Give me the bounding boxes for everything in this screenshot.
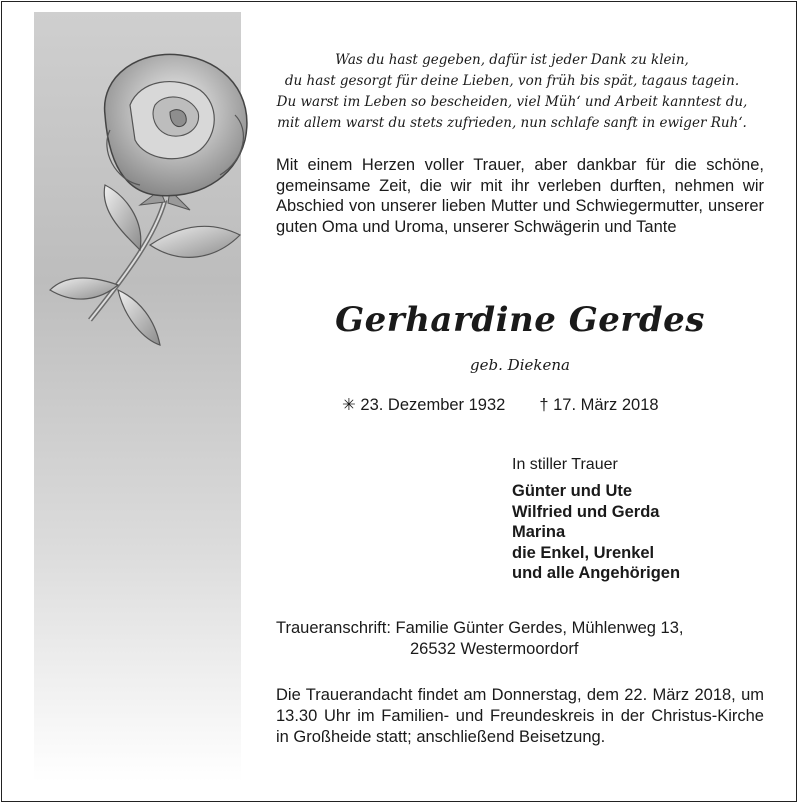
- mourning-heading: In stiller Trauer: [512, 456, 618, 473]
- deceased-name: Gerhardine Gerdes: [335, 300, 705, 340]
- service-info: Die Trauerandacht findet am Donnerstag, dem 22. März 2018, um 13.30 Uhr im Familien- und Freundeskreis in der Christus-Kirche in Großheide statt; anschließend Beisetzung.: [276, 686, 764, 746]
- mourner: Günter und Ute: [512, 482, 633, 500]
- poem-line: mit allem warst du stets zufrieden, nun schlafe sanft in ewiger Ruh‘.: [277, 115, 747, 131]
- poem-line: du hast gesorgt für deine Lieben, von früh bis spät, tagaus tagein.: [284, 73, 740, 89]
- mourner: Marina: [512, 523, 566, 541]
- maiden-name: geb. Diekena: [470, 356, 570, 374]
- mourner: die Enkel, Urenkel: [512, 543, 655, 562]
- poem: [262, 50, 762, 134]
- birth-date: ✳ 23. Dezember 1932: [342, 396, 506, 414]
- mourners-list: [512, 481, 680, 584]
- mourner: und alle Angehörigen: [512, 564, 681, 582]
- poem-line: Du warst im Leben so bescheiden, viel Müh‘ und Arbeit kanntest du,: [276, 94, 748, 110]
- mourning-address: [276, 618, 683, 660]
- address-line: Traueranschrift: Familie Günter Gerdes, Mühlenweg 13,: [276, 619, 684, 637]
- intro-text: Mit einem Herzen voller Trauer, aber dankbar für die schöne, gemeinsame Zeit, die wir mit ihr verleben durften, nehmen wir Abschied von unserer lieben Mutter und Schwiegermutter, unserer guten Oma und Uroma, unserer Schwägerin und Tante: [276, 156, 764, 236]
- life-dates: [342, 395, 693, 415]
- mourner: Wilfried und Gerda: [512, 502, 660, 521]
- poem-line: Was du hast gegeben, dafür ist jeder Dank zu klein,: [335, 52, 689, 68]
- death-date: † 17. März 2018: [539, 396, 659, 414]
- address-line: 26532 Westermoordorf: [410, 640, 579, 658]
- rose-icon: [30, 20, 270, 380]
